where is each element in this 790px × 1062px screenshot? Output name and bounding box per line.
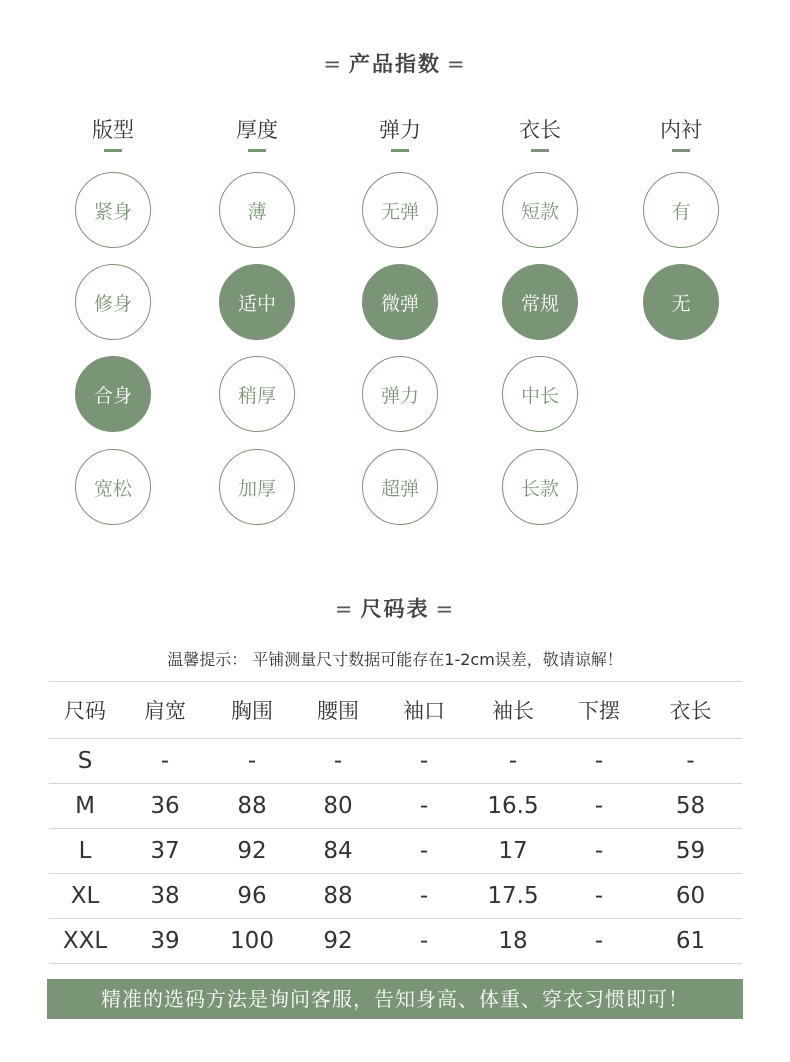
table-cell: 39 [121, 919, 209, 964]
size-table [49, 681, 742, 964]
title-decoration: = [323, 52, 343, 76]
table-row [49, 784, 742, 829]
index-column [500, 116, 580, 500]
size-label-cell: M [49, 784, 121, 829]
index-column [641, 116, 721, 315]
title-decoration: = [435, 597, 456, 621]
index-option: 中长 [502, 356, 578, 432]
table-cell: 88 [295, 874, 381, 919]
table-cell: 92 [295, 919, 381, 964]
table-cell: 92 [209, 829, 295, 874]
size-table-body [49, 739, 742, 964]
table-cell: 17 [467, 829, 559, 874]
column-header: 袖长 [467, 682, 559, 739]
size-advice-banner: 精准的选码方法是询问客服，告知身高、体重、穿衣习惯即可！ [47, 979, 743, 1019]
table-cell: 36 [121, 784, 209, 829]
table-cell: 58 [639, 784, 742, 829]
title-decoration: = [447, 52, 467, 76]
table-cell: - [559, 919, 639, 964]
table-cell: 38 [121, 874, 209, 919]
index-option-selected: 无 [643, 264, 719, 340]
index-option-selected: 微弹 [362, 264, 438, 340]
product-index-title [0, 48, 790, 78]
column-header: 胸围 [209, 682, 295, 739]
table-cell: 59 [639, 829, 742, 874]
column-header: 腰围 [295, 682, 381, 739]
header-underline [104, 149, 122, 152]
table-cell: 88 [209, 784, 295, 829]
size-label-cell: S [49, 739, 121, 784]
size-chart-title-text: 尺码表 [360, 597, 430, 621]
index-option: 短款 [502, 172, 578, 248]
product-index-title-text: 产品指数 [349, 52, 441, 76]
header-underline [391, 149, 409, 152]
table-cell: 100 [209, 919, 295, 964]
column-header: 衣长 [639, 682, 742, 739]
header-underline [531, 149, 549, 152]
index-option-selected: 合身 [75, 356, 151, 432]
column-header: 下摆 [559, 682, 639, 739]
index-option: 修身 [75, 264, 151, 340]
title-decoration: = [334, 597, 355, 621]
index-column-header: 版型 [92, 118, 134, 142]
index-option: 紧身 [75, 172, 151, 248]
index-column-header: 衣长 [519, 118, 561, 142]
column-header: 尺码 [49, 682, 121, 739]
size-label-cell: XXL [49, 919, 121, 964]
table-cell: - [559, 739, 639, 784]
table-cell: 84 [295, 829, 381, 874]
table-row [49, 739, 742, 784]
size-chart-title [0, 593, 790, 623]
index-column [360, 116, 440, 500]
table-cell: 17.5 [467, 874, 559, 919]
table-cell: 18 [467, 919, 559, 964]
table-cell: 37 [121, 829, 209, 874]
size-label-cell: XL [49, 874, 121, 919]
table-cell: 61 [639, 919, 742, 964]
table-cell: 60 [639, 874, 742, 919]
index-option-selected: 常规 [502, 264, 578, 340]
index-column [217, 116, 297, 500]
table-cell: - [121, 739, 209, 784]
table-cell: - [639, 739, 742, 784]
table-cell: 16.5 [467, 784, 559, 829]
table-cell: - [381, 919, 467, 964]
table-cell: 80 [295, 784, 381, 829]
index-option: 加厚 [219, 449, 295, 525]
table-row [49, 874, 742, 919]
header-underline [248, 149, 266, 152]
index-column-header: 内衬 [660, 118, 702, 142]
table-cell: 96 [209, 874, 295, 919]
table-cell: - [467, 739, 559, 784]
table-cell: - [559, 784, 639, 829]
size-label-cell: L [49, 829, 121, 874]
index-option-selected: 适中 [219, 264, 295, 340]
table-cell: - [559, 829, 639, 874]
header-underline [672, 149, 690, 152]
table-cell: - [381, 784, 467, 829]
index-option: 弹力 [362, 356, 438, 432]
table-row [49, 829, 742, 874]
index-column-header: 弹力 [379, 118, 421, 142]
table-cell: - [295, 739, 381, 784]
table-cell: - [381, 874, 467, 919]
index-option: 无弹 [362, 172, 438, 248]
index-option: 稍厚 [219, 356, 295, 432]
table-cell: - [559, 874, 639, 919]
index-option: 有 [643, 172, 719, 248]
index-column-header: 厚度 [236, 118, 278, 142]
size-table-header [49, 682, 742, 739]
table-row [49, 919, 742, 964]
index-option: 宽松 [75, 449, 151, 525]
table-cell: - [381, 739, 467, 784]
index-option: 超弹 [362, 449, 438, 525]
index-option: 长款 [502, 449, 578, 525]
column-header: 肩宽 [121, 682, 209, 739]
column-header: 袖口 [381, 682, 467, 739]
measurement-tip: 温馨提示： 平铺测量尺寸数据可能存在1-2cm误差，敬请谅解！ [167, 650, 623, 669]
table-cell: - [381, 829, 467, 874]
index-option: 薄 [219, 172, 295, 248]
index-column [73, 116, 153, 500]
table-cell: - [209, 739, 295, 784]
